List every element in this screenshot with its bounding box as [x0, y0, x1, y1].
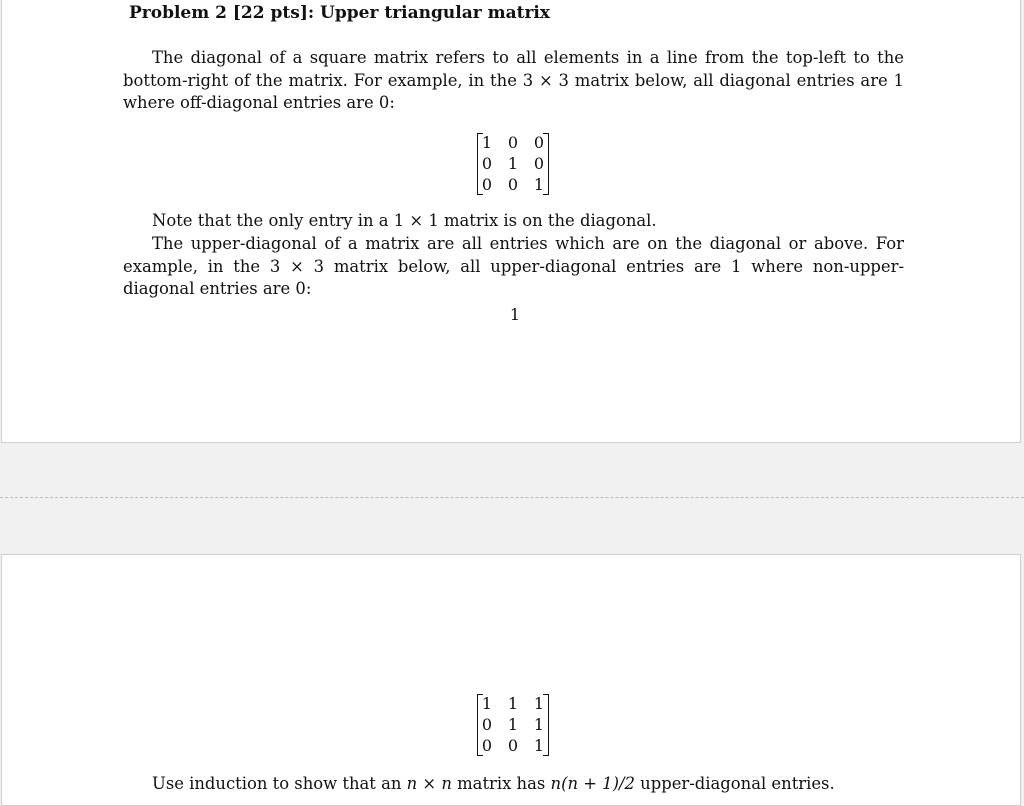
matrix-cell: 1 [507, 694, 519, 713]
document-page-2 [1, 554, 1021, 806]
matrix-cell: 0 [481, 715, 493, 734]
matrix-cell: 1 [533, 715, 545, 734]
matrix-cell: 0 [481, 175, 493, 194]
upper-diagonal-definition: The upper-diagonal of a matrix are all entries which are on the diagonal or above. For example, in the 3 × 3 matrix below, all upper-diagonal entries are 1 where non-upper-diagonal entries are 0: [123, 234, 904, 298]
page-separator [0, 497, 1024, 498]
matrix-cell: 0 [481, 736, 493, 755]
problem-title: Problem 2 [22 pts]: Upper triangular matrix [129, 3, 550, 23]
document-page-1 [1, 0, 1021, 443]
matrix-cell: 0 [507, 175, 519, 194]
induction-middle: matrix has [457, 774, 546, 793]
matrix-cell: 1 [533, 694, 545, 713]
upper-triangular-matrix [477, 694, 549, 760]
note-1x1: Note that the only entry in a 1 × 1 matrix is on the diagonal. [152, 211, 657, 230]
matrix-cell: 1 [507, 154, 519, 173]
induction-task [123, 773, 904, 796]
matrix-cell: 0 [481, 154, 493, 173]
matrix-cell: 1 [481, 133, 493, 152]
induction-suffix: upper-diagonal entries. [640, 774, 835, 793]
matrix-cell: 1 [533, 175, 545, 194]
stray-number: 1 [509, 305, 521, 324]
identity-matrix [477, 133, 549, 199]
induction-prefix: Use induction to show that an [152, 774, 402, 793]
matrix-cell: 0 [533, 133, 545, 152]
matrix-cell: 0 [507, 133, 519, 152]
matrix-cell: 1 [533, 736, 545, 755]
matrix-cell: 1 [507, 715, 519, 734]
diagonal-definition: The diagonal of a square matrix refers to all elements in a line from the top-left to the bottom-right of the matrix. For example, in the 3 × 3 matrix below, all diagonal entries are 1 where off-diagonal entries are 0: [123, 48, 904, 112]
n-by-n-expression: n × n [406, 774, 452, 793]
formula-expression: n(n + 1)/2 [550, 774, 635, 793]
matrix-cell: 1 [481, 694, 493, 713]
matrix-cell: 0 [507, 736, 519, 755]
matrix-cell: 0 [533, 154, 545, 173]
